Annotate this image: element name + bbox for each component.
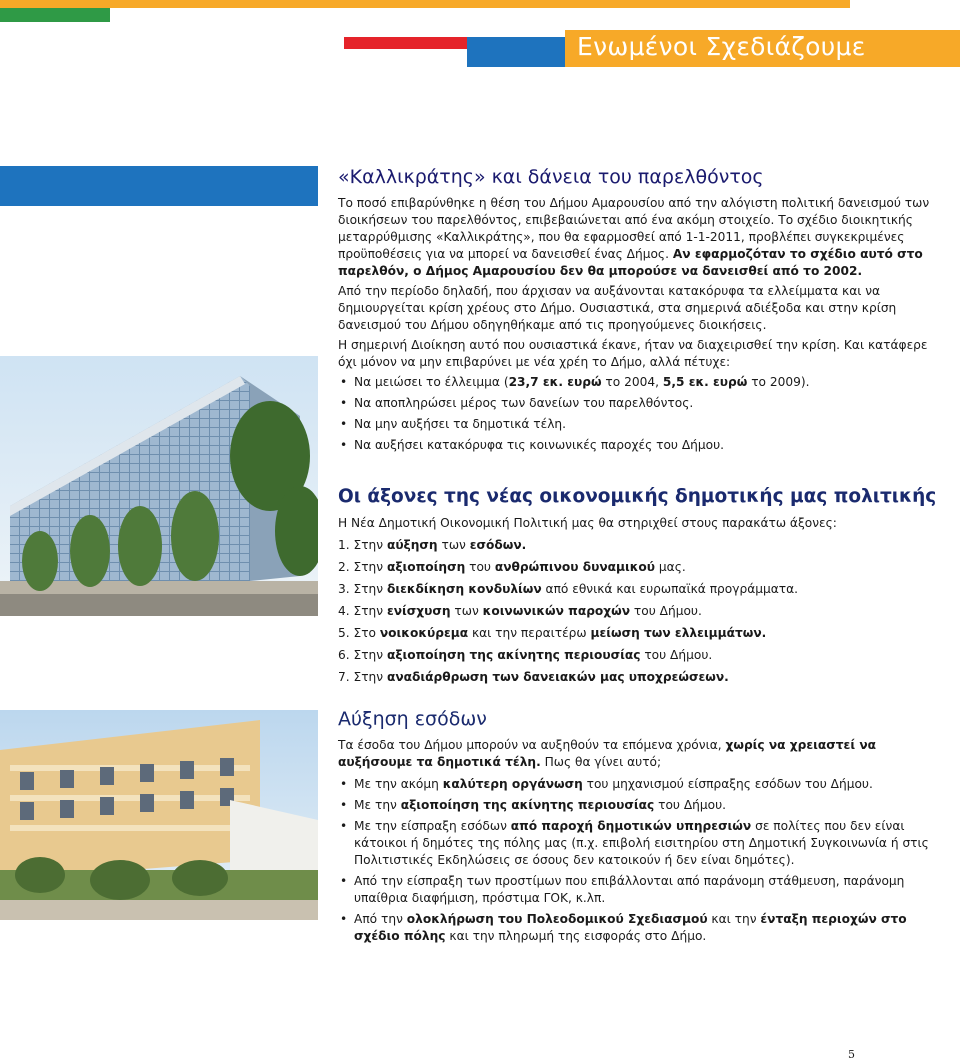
blue-accent-strip <box>467 37 565 67</box>
paragraph <box>338 737 938 771</box>
text: 2. Στην <box>338 560 387 574</box>
text-bold: ανθρώπινου δυναμικού <box>494 560 656 574</box>
text: σε πολίτες που δεν είναι κάτοικοι ή δημότες της πόλης μας (π.χ. επιβολή εισιτηρίου στη Δημοτική Συγκοινωνία ή στις Πολιτιστικές Εκδηλώσεις σε όσους δεν κατοικούν ή δεν είναι δημότες). <box>354 819 929 867</box>
text: Τα έσοδα του Δήμου μπορούν να αυξηθούν τα επόμενα χρόνια, <box>338 738 726 752</box>
text-bold: εσόδων. <box>469 538 527 552</box>
text: μας. <box>655 560 686 574</box>
top-green-strip <box>0 8 110 22</box>
text-bold: μείωση των ελλειμμάτων. <box>590 626 767 640</box>
paragraph: Η σημερινή Διοίκηση αυτό που ουσιαστικά έκανε, ήταν να διαχειρισθεί την κρίση. Και κατάφερε όχι μόνον να μην επιβαρύνει με νέα χρέη το Δήμο, αλλά πέτυχε: <box>338 338 928 369</box>
top-orange-strip <box>0 0 850 8</box>
list-item <box>338 374 938 391</box>
header-title: Ενωμένοι Σχεδιάζουμε <box>577 32 866 61</box>
text-bold: κοινωνικών παροχών <box>482 604 631 618</box>
text: 1. Στην <box>338 538 387 552</box>
list-item <box>338 776 938 793</box>
text: και την πληρωμή της εισφοράς στο Δήμο. <box>445 929 707 943</box>
text-bold: 5,5 εκ. ευρώ <box>662 375 748 389</box>
text-bold: αξιοποίηση της ακίνητης περιουσίας <box>386 648 641 662</box>
text-bold: από παροχή δημοτικών υπηρεσιών <box>510 819 752 833</box>
text: 3. Στην <box>338 582 387 596</box>
text: του Δήμου. <box>640 648 713 662</box>
text: από εθνικά και ευρωπαϊκά προγράμματα. <box>541 582 799 596</box>
section-axes <box>338 485 938 691</box>
paragraph-emphasis: Αν εφαρμοζόταν το σχέδιο αυτό στο παρελθόν, ο Δήμος Αμαρουσίου δεν θα μπορούσε να δανεισθεί από το 2002. <box>338 247 923 278</box>
text: το 2004, <box>601 375 663 389</box>
text-bold: χωρίς να χρειαστεί να αυξήσουμε τα δημοτικά τέλη. <box>338 738 877 769</box>
text: Να μειώσει το έλλειμμα ( <box>354 375 509 389</box>
text: Με την ακόμη <box>354 777 443 791</box>
text: και την <box>707 912 761 926</box>
list-item <box>338 603 938 620</box>
list-item <box>338 625 938 642</box>
text: του Δήμου. <box>630 604 702 618</box>
text: του <box>465 560 495 574</box>
text: των <box>437 538 470 552</box>
section-kallikratis <box>338 165 938 458</box>
red-accent-strip <box>344 37 467 49</box>
building-photo <box>0 356 318 616</box>
text-bold: διεκδίκηση κονδυλίων <box>386 582 542 596</box>
list-item: • Να αυξήσει κατακόρυφα τις κοινωνικές παροχές του Δήμου. <box>338 437 938 454</box>
list-item: • Να αποπληρώσει μέρος των δανείων του παρελθόντος. <box>338 395 938 412</box>
text: 5. Στο <box>338 626 380 640</box>
list-item: • Από την είσπραξη των προστίμων που επιβάλλονται από παράνομη στάθμευση, παράνομη υπαίθρια διαφήμιση, πρόστιμα ΓΟΚ, κ.λπ. <box>338 873 938 907</box>
text: 6. Στην <box>338 648 387 662</box>
text-bold: αναδιάρθρωση των δανειακών μας υποχρεώσεων. <box>386 670 729 684</box>
text: Πως θα γίνει αυτό; <box>540 755 662 769</box>
list-item <box>338 818 938 869</box>
text-bold: ολοκλήρωση του Πολεοδομικού Σχεδιασμού <box>406 912 708 926</box>
section-revenue <box>338 707 938 949</box>
paragraph: Η Νέα Δημοτική Οικονομική Πολιτική μας θα στηριχθεί στους παρακάτω άξονες: <box>338 516 837 530</box>
text-bold: αύξηση <box>386 538 438 552</box>
achievements-list <box>338 374 938 454</box>
text-bold: ενίσχυση <box>386 604 451 618</box>
text-bold: 23,7 εκ. ευρώ <box>508 375 602 389</box>
section-axes-title: Οι άξονες της νέας οικονομικής δημοτικής μας πολιτικής <box>338 486 937 507</box>
text: 4. Στην <box>338 604 387 618</box>
text: Με την είσπραξη εσόδων <box>354 819 511 833</box>
axes-list <box>338 537 938 686</box>
text: Με την <box>354 798 401 812</box>
list-item <box>338 537 938 554</box>
text-bold: καλύτερη οργάνωση <box>442 777 583 791</box>
list-item <box>338 581 938 598</box>
text: του μηχανισμού είσπραξης εσόδων του Δήμου. <box>582 777 873 791</box>
text: των <box>450 604 483 618</box>
text: 7. Στην <box>338 670 387 684</box>
section-revenue-title: Αύξηση εσόδων <box>338 708 487 730</box>
list-item <box>338 797 938 814</box>
revenue-list <box>338 776 938 945</box>
paragraph <box>338 195 938 280</box>
text: του Δήμου. <box>654 798 727 812</box>
list-item <box>338 559 938 576</box>
section-kallikratis-title: «Καλλικράτης» και δάνεια του παρελθόντος <box>338 166 764 188</box>
text-bold: αξιοποίηση <box>386 560 466 574</box>
paragraph: Από την περίοδο δηλαδή, που άρχισαν να αυξάνονται κατακόρυφα τα ελλείμματα και να δημιουργείται κρίση χρέους στο Δήμο. Ουσιαστικά, στα σημερινά αδιέξοδα και στην κρίση δανεισμού του Δήμου οδηγηθήκαμε από τις προηγούμενες διοικήσεις. <box>338 284 897 332</box>
homes-photo <box>0 710 318 920</box>
page-number: 5 <box>848 1048 855 1061</box>
list-item <box>338 647 938 664</box>
text-bold: νοικοκύρεμα <box>379 626 469 640</box>
text: και την περαιτέρω <box>468 626 591 640</box>
text: το 2009). <box>747 375 810 389</box>
list-item <box>338 911 938 945</box>
paragraph-text: Το ποσό επιβαρύνθηκε η θέση του Δήμου Αμαρουσίου από την αλόγιστη πολιτική δανεισμού των διοικήσεων του παρελθόντος, επιβεβαιώνεται από ένα ακόμη στοιχείο. Το σχέδιο διοικητικής μεταρρύθμισης «Καλλικράτης», που θα εφαρμοσθεί από 1-1-2011, προβλέπει συγκεκριμένες προϋποθέσεις για να μπορεί να δανεισθεί ένας Δήμος. <box>338 196 930 261</box>
list-item: • Να μην αυξήσει τα δημοτικά τέλη. <box>338 416 938 433</box>
left-blue-bar <box>0 166 318 206</box>
text: Από την <box>354 912 407 926</box>
text-bold: ένταξη περιοχών στο σχέδιο πόλης <box>354 912 907 943</box>
list-item <box>338 669 938 686</box>
text-bold: αξιοποίηση της ακίνητης περιουσίας <box>400 798 655 812</box>
